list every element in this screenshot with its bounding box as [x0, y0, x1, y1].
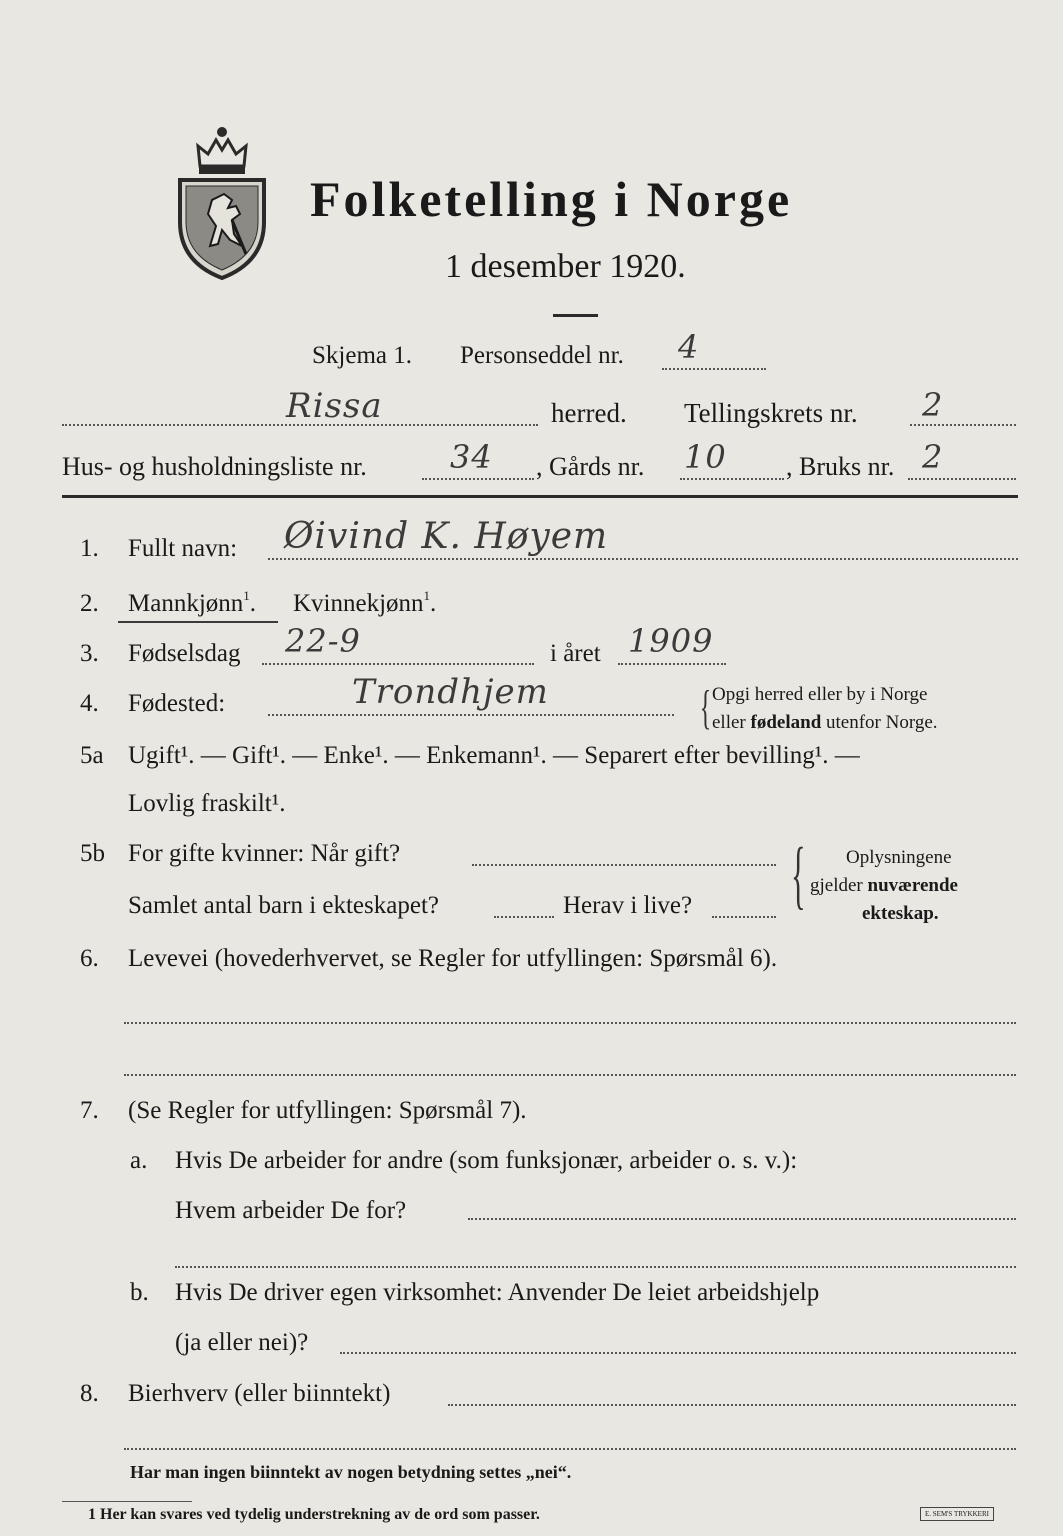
separator: . [249, 590, 257, 617]
q7-number: 7. [80, 1097, 99, 1124]
q6-number: 6. [80, 945, 99, 972]
children-alive-label: Herav i live? [563, 892, 693, 919]
q3-number: 3. [80, 640, 99, 667]
brace-icon: { [790, 833, 806, 917]
schema-label: Skjema 1. [312, 342, 412, 369]
tellingskrets-label: Tellingskrets nr. [684, 398, 858, 428]
children-alive-field[interactable] [712, 916, 776, 918]
census-date: 1 desember 1920. [445, 248, 686, 285]
herred-value: Rissa [286, 386, 383, 426]
gender-female-text: Kvinnekjønn [293, 590, 424, 617]
birthplace-value: Trondhjem [352, 672, 549, 712]
birthplace-label: Fødested: [128, 690, 226, 717]
tellingskrets-value: 2 [922, 386, 944, 424]
marriage-note-line2 [810, 871, 958, 900]
marriage-note-line3: ekteskap. [862, 903, 939, 924]
employer-label: Hvem arbeider De for? [175, 1197, 407, 1224]
side-income-field-line1[interactable] [448, 1404, 1016, 1406]
q5a-number: 5a [80, 742, 104, 769]
note-text: utenfor Norge. [821, 712, 938, 733]
note-text: eller [712, 712, 751, 733]
tellingskrets-field[interactable] [910, 424, 1016, 426]
birthplace-note-line2 [712, 708, 938, 737]
q4-number: 4. [80, 690, 99, 717]
footnote-rule [62, 1501, 192, 1502]
married-when-field[interactable] [472, 864, 776, 866]
birthplace-field[interactable] [268, 714, 674, 716]
bruks-label: , Bruks nr. [786, 452, 895, 481]
full-name-field[interactable] [268, 558, 1018, 560]
q7b-question: Hvis De driver egen virksomhet: Anvender De leiet arbeidshjelp [175, 1279, 820, 1306]
q7b-letter: b. [130, 1279, 149, 1306]
husholdningsliste-value: 34 [450, 438, 493, 476]
footnote: 1 Her kan svares ved tydelig understrekning av de ord som passer. [88, 1506, 540, 1523]
printer-stamp: E. SEM'S TRYKKERI [920, 1507, 994, 1521]
full-name-value: Øivind K. Høyem [284, 516, 609, 557]
marital-status-options[interactable]: Ugift¹. — Gift¹. — Enke¹. — Enkemann¹. — Separert efter bevilling¹. — [128, 742, 860, 769]
occupation-field-line2[interactable] [124, 1074, 1016, 1076]
q1-number: 1. [80, 535, 99, 562]
children-total-label: Samlet antal barn i ekteskapet? [128, 892, 439, 919]
q8-number: 8. [80, 1380, 99, 1407]
personseddel-value: 4 [678, 328, 700, 366]
q7a-letter: a. [130, 1147, 148, 1174]
hired-help-field[interactable] [340, 1352, 1016, 1354]
children-total-field[interactable] [494, 916, 554, 918]
herred-label: herred. [551, 398, 627, 428]
note-text: gjelder [810, 875, 868, 896]
q7-label: (Se Regler for utfyllingen: Spørsmål 7). [128, 1097, 527, 1124]
side-income-note: Har man ingen biinntekt av nogen betydning settes „nei“. [130, 1462, 572, 1482]
hired-help-label: (ja eller nei)? [175, 1329, 309, 1356]
note-bold-text: fødeland [750, 712, 822, 733]
birthdate-field[interactable] [262, 663, 534, 665]
header-rule [62, 495, 1018, 498]
gender-male-option[interactable] [128, 590, 256, 618]
gender-male-text: Mannkjønn [128, 590, 244, 617]
bruks-field[interactable] [908, 478, 1016, 480]
husholdningsliste-label: Hus- og husholdningsliste nr. [62, 452, 367, 481]
form-title: Folketelling i Norge [310, 171, 793, 227]
gards-field[interactable] [680, 478, 784, 480]
q1-label: Fullt navn: [128, 535, 238, 562]
norwegian-coat-of-arms-icon [172, 122, 272, 282]
q2-number: 2. [80, 590, 99, 617]
title-divider [553, 314, 598, 317]
bruks-value: 2 [922, 438, 944, 476]
employer-field-line2[interactable] [175, 1266, 1016, 1268]
male-underline [118, 621, 278, 623]
footnote-mark: 1 [243, 588, 250, 603]
personseddel-label: Personseddel nr. [460, 342, 624, 369]
birthplace-note-line1: Opgi herred eller by i Norge [712, 684, 928, 705]
gards-label: , Gårds nr. [536, 452, 645, 481]
q7a-question: Hvis De arbeider for andre (som funksjonær, arbeider o. s. v.): [175, 1147, 798, 1174]
side-income-label: Bierhverv (eller biinntekt) [128, 1380, 391, 1407]
husholdningsliste-field[interactable] [422, 478, 534, 480]
brace-icon: { [699, 681, 712, 734]
occupation-field-line1[interactable] [124, 1022, 1016, 1024]
q5b-number: 5b [80, 840, 105, 867]
birthdate-value: 22-9 [285, 622, 361, 660]
footnote-mark: 1 [423, 588, 431, 603]
birthdate-label: Fødselsdag [128, 640, 241, 667]
gender-female-option[interactable] [293, 590, 436, 618]
marriage-note-line1: Oplysningene [846, 847, 952, 868]
occupation-label: Levevei (hovederhvervet, se Regler for utfyllingen: Spørsmål 6). [128, 945, 778, 972]
birthyear-value: 1909 [628, 622, 714, 660]
separator: . [430, 590, 437, 617]
birthyear-label: i året [550, 640, 601, 667]
personseddel-field[interactable] [662, 368, 766, 370]
side-income-field-line2[interactable] [124, 1448, 1016, 1450]
birthyear-field[interactable] [618, 663, 726, 665]
note-bold-text: nuværende [867, 875, 958, 896]
gards-value: 10 [684, 438, 727, 476]
marital-status-divorced[interactable]: Lovlig fraskilt¹. [128, 790, 286, 817]
married-when-label: For gifte kvinner: Når gift? [128, 840, 401, 867]
employer-field-line1[interactable] [468, 1218, 1016, 1220]
